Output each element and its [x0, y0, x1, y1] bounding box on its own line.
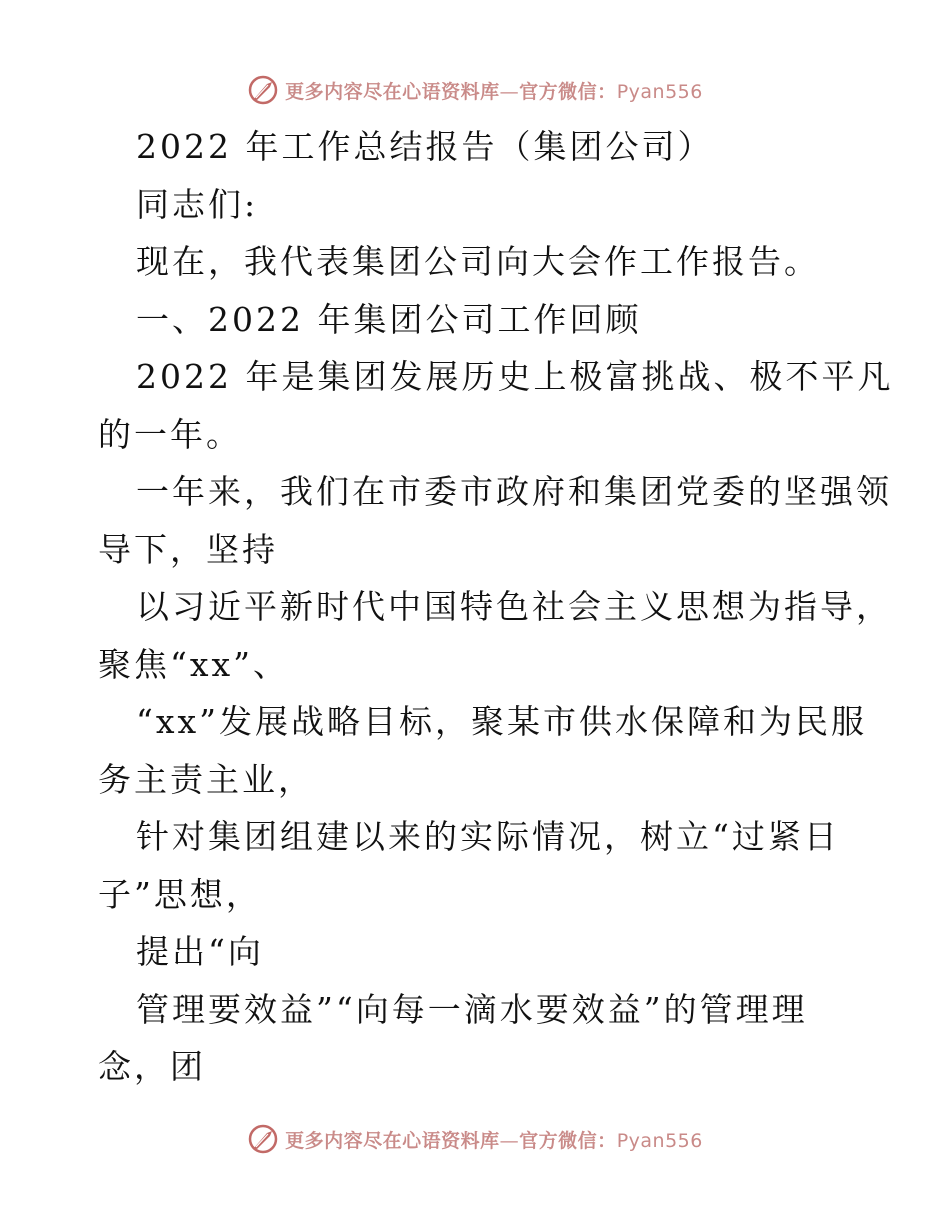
- watermark-text: 更多内容尽在心语资料库—官方微信：Pyan556: [285, 1129, 703, 1152]
- document-body: [98, 118, 894, 1096]
- text-line: 念，团: [98, 1047, 206, 1086]
- text-line: 一年来，我们在市委市政府和集团党委的坚强领: [136, 472, 892, 511]
- text-line: 导下，坚持: [98, 529, 278, 569]
- text-line: 现在，我代表集团公司向大会作工作报告。: [136, 242, 820, 281]
- text-line: 子”思想，: [98, 874, 262, 914]
- text-line: 同志们:: [136, 184, 259, 224]
- text-line: 务主责主业，: [98, 759, 314, 799]
- text-line: 2022 年工作总结报告（集团公司）: [136, 127, 714, 166]
- text-line: 2022 年是集团发展历史上极富挑战、极不平凡: [136, 357, 894, 396]
- watermark-banner-bottom: [0, 1119, 950, 1159]
- quill-pen-icon: [247, 74, 279, 106]
- text-line: 的一年。: [98, 414, 242, 454]
- text-line: 一、2022 年集团公司工作回顾: [136, 299, 642, 339]
- text-line: 以习近平新时代中国特色社会主义思想为指导，: [136, 587, 892, 626]
- watermark-banner-top: [0, 70, 950, 110]
- text-line: “xx”发展战略目标，聚某市供水保障和为民服: [136, 702, 867, 741]
- text-line: 聚焦“xx”、: [98, 644, 289, 684]
- quill-pen-icon: [247, 1123, 279, 1155]
- watermark-text: 更多内容尽在心语资料库—官方微信：Pyan556: [285, 80, 703, 103]
- text-line: 针对集团组建以来的实际情况，树立“过紧日: [136, 817, 840, 856]
- text-line: 管理要效益”“向每一滴水要效益”的管理理: [136, 989, 808, 1029]
- text-line: 提出“向: [136, 932, 264, 971]
